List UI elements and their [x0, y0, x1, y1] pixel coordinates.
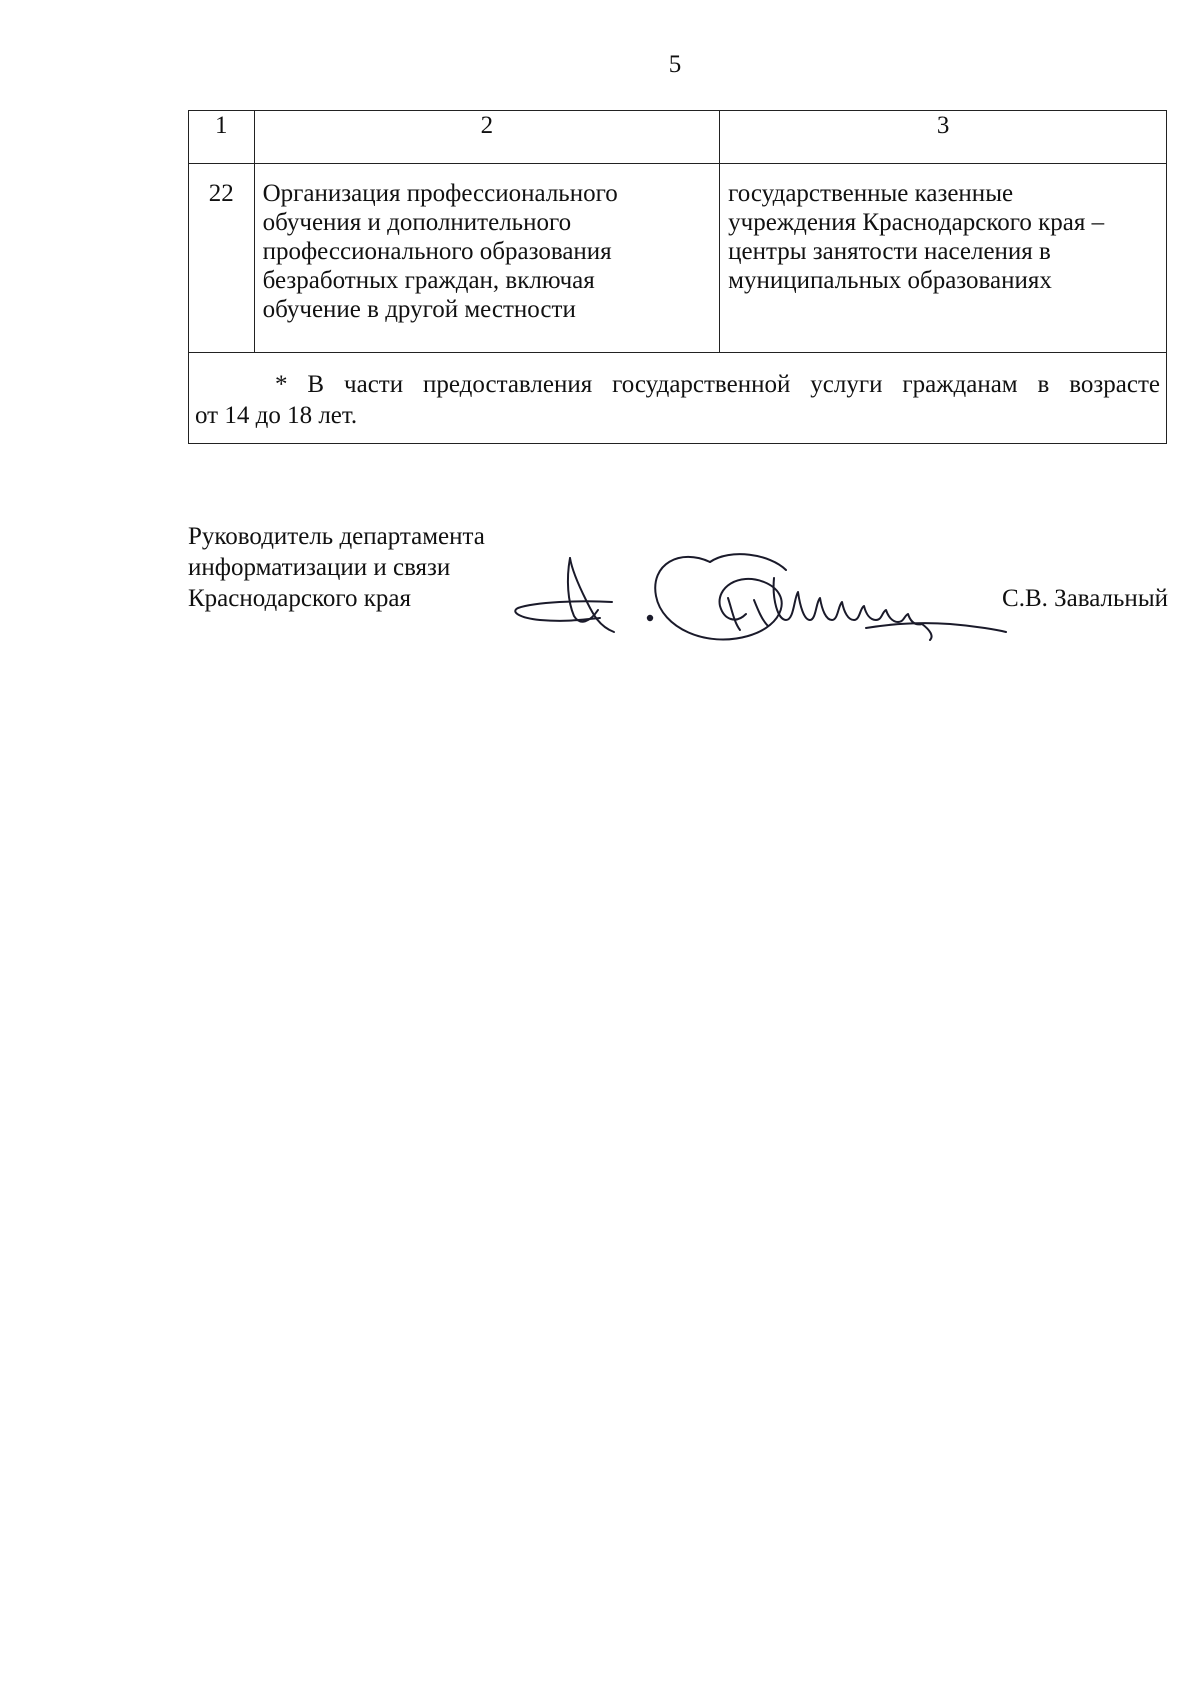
service-name-line: безработных граждан, включая	[262, 267, 595, 294]
row-number: 22	[189, 164, 255, 353]
position-line: Краснодарского края	[188, 585, 411, 612]
service-name-line: обучение в другой местности	[262, 296, 576, 323]
table-row	[189, 164, 1167, 353]
service-name-cell	[254, 164, 720, 353]
footnote-line-1: * В части предоставления государственной услуги гражданам в возрасте	[275, 371, 1160, 398]
footnote-cell	[189, 353, 1167, 444]
column-header-3: 3	[720, 111, 1167, 164]
page-number: 5	[668, 51, 682, 78]
services-table	[188, 110, 1167, 444]
provider-line: государственные казенные	[728, 180, 1014, 207]
footnote-row	[189, 353, 1167, 444]
position-line: Руководитель департамента	[188, 523, 485, 550]
footnote-line-2: от 14 до 18 лет.	[195, 402, 358, 429]
provider-line: муниципальных образованиях	[728, 267, 1052, 294]
provider-line: учреждения Краснодарского края –	[728, 209, 1105, 236]
column-header-1: 1	[189, 111, 255, 164]
service-name-line: обучения и дополнительного	[262, 209, 572, 236]
table-header-row	[189, 111, 1167, 164]
service-name-line: Организация профессионального	[262, 180, 618, 207]
provider-cell	[720, 164, 1167, 353]
position-line: информатизации и связи	[188, 554, 451, 581]
column-header-2: 2	[254, 111, 720, 164]
provider-line: центры занятости населения в	[728, 238, 1051, 265]
signatory-name: С.В. Завальный	[1002, 585, 1168, 612]
service-name-line: профессионального образования	[262, 238, 612, 265]
handwritten-signature	[510, 540, 1010, 675]
signatory-position	[188, 521, 485, 614]
